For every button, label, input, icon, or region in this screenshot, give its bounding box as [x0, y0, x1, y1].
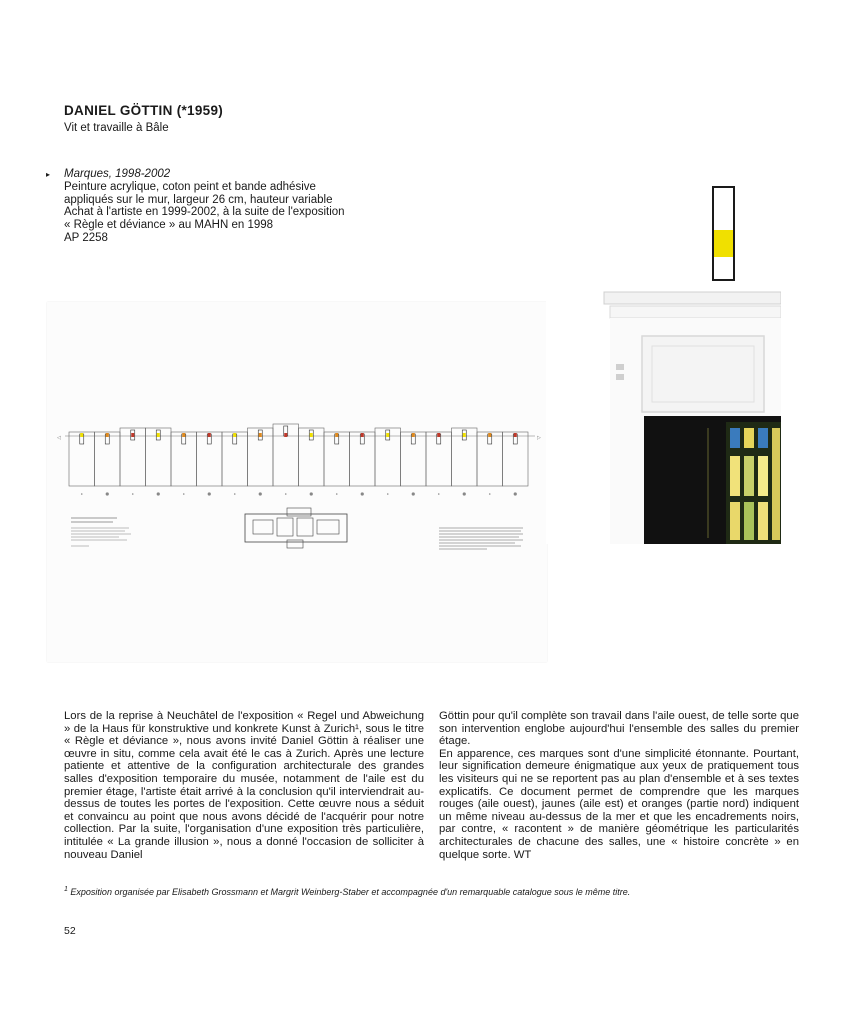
plan-color-mark — [386, 433, 389, 437]
body-paragraph: En apparence, ces marques sont d'une simplicité étonnante. Pourtant, leur signification demeure énigmatique aux yeux de pratiquement tous les visiteurs qui ne se reportent pas au plan d'ensemble et à ses textes explicatifs. Ce document permet de comprendre que les marques rouges (aile ouest), jaunes (aile est) et oranges (partie nord) indiquent un même niveau au-dessus de la mer et que les encadrements noirs, par contre, « racontent » de manière géométrique les particularités architecturales de chacune des salles, une « histoire concrète » en quelque sorte. WT — [439, 747, 799, 861]
artwork-detail: Peinture acrylique, coton peint et bande adhésive — [64, 180, 316, 193]
page-number: 52 — [64, 925, 76, 937]
svg-text:▷: ▷ — [537, 435, 541, 441]
artist-name: DANIEL GÖTTIN (*1959) — [64, 103, 224, 118]
plan-wall-sections — [69, 424, 528, 496]
body-paragraph: Göttin pour qu'il complète son travail dans l'aile ouest, de telle sorte que son intervention englobe aujourd'hui l'ensemble des salles du premier étage. — [439, 710, 799, 748]
plan-door-marker — [336, 493, 338, 495]
plan-color-mark — [488, 433, 491, 437]
artwork-detail: « Règle et déviance » au MAHN en 1998 — [64, 219, 274, 232]
elevation-plan-drawing — [47, 302, 547, 662]
artwork-detail: Achat à l'artiste en 1999-2002, à la suite de l'exposition — [64, 206, 345, 219]
plan-wall-section — [324, 432, 350, 486]
plan-color-mark — [131, 433, 134, 437]
plan-door-marker — [412, 492, 415, 495]
artwork-block — [64, 168, 404, 245]
body-column-left — [64, 710, 424, 861]
plan-door-marker — [132, 493, 134, 495]
footnote-marker: 1 — [64, 886, 68, 893]
plan-door-marker — [259, 492, 262, 495]
plan-door-marker — [361, 492, 364, 495]
doorway-photo-drawing — [546, 288, 781, 544]
plan-door-marker — [106, 492, 109, 495]
plan-door-marker — [208, 492, 211, 495]
plan-wall-section — [426, 432, 452, 486]
artist-residence: Vit et travaille à Bâle — [64, 122, 169, 134]
plan-color-mark — [310, 433, 313, 437]
plan-wall-section — [503, 432, 529, 486]
plan-wall-section — [477, 432, 503, 486]
plan-wall-section — [350, 432, 376, 486]
plan-wall-section — [401, 432, 427, 486]
doorway-photo — [546, 288, 781, 544]
plan-door-marker — [285, 493, 287, 495]
plan-wall-section — [222, 432, 248, 486]
plan-color-mark — [106, 433, 109, 437]
footnote — [64, 886, 630, 897]
yellow-mark — [714, 230, 733, 257]
floor-plan-drawing — [245, 508, 347, 548]
artwork-inventory: AP 2258 — [64, 231, 108, 244]
plan-door-marker — [234, 493, 236, 495]
plan-door-marker — [183, 493, 185, 495]
plan-color-mark — [335, 433, 338, 437]
plan-door-marker — [81, 493, 83, 495]
footnote-text: Exposition organisée par Elisabeth Grossmann et Margrit Weinberg-Staber et accompagnée d'un remarquable catalogue sous le même titre. — [70, 887, 631, 897]
plan-wall-section — [197, 432, 223, 486]
plan-wall-section — [95, 432, 121, 486]
elevation-plan-image — [47, 302, 547, 662]
plan-color-mark — [259, 433, 262, 437]
artwork-detail: appliqués sur le mur, largeur 26 cm, hauteur variable — [64, 193, 333, 206]
artwork-title: Marques, 1998-2002 — [64, 168, 171, 180]
svg-text:◁: ◁ — [57, 435, 61, 441]
bullet-icon: ▸ — [46, 170, 51, 179]
plan-color-mark — [437, 433, 440, 437]
plan-door-marker — [489, 493, 491, 495]
plan-color-mark — [412, 433, 415, 437]
plan-color-mark — [514, 433, 517, 437]
body-paragraph: Lors de la reprise à Neuchâtel de l'exposition « Regel und Abweichung » de la Haus für konstruktive und konkrete Kunst à Zurich¹, sous le titre « Règle et déviance », nous avons invité Daniel Göttin à réaliser une œuvre in situ, comme cela avait été le cas à Zurich. Après une lecture patiente et attentive de la configuration architecturale des grandes salles d'exposition temporaire du musée, notamment de l'aile est du premier étage, l'artiste était arrivé à la conclusion qu'il interviendrait au-dessus de toutes les portes de l'exposition. Cette œuvre nous a séduit et convaincu au point que nous avons décidé de l'acquérir pour notre collection. Par la suite, l'organisation d'une exposition très particulière, intitulée « La grande illusion », nous a donné l'occasion de solliciter à nouveau Daniel — [64, 710, 424, 861]
plan-door-marker — [438, 493, 440, 495]
stripe-artwork-image — [712, 186, 735, 281]
plan-door-marker — [463, 492, 466, 495]
plan-color-mark — [233, 433, 236, 437]
plan-color-mark — [208, 433, 211, 437]
plan-door-marker — [514, 492, 517, 495]
plan-color-mark — [463, 433, 466, 437]
plan-door-marker — [387, 493, 389, 495]
plan-color-mark — [284, 433, 287, 437]
plan-color-mark — [80, 433, 83, 437]
plan-legend-right — [439, 528, 523, 549]
plan-color-mark — [157, 433, 160, 437]
plan-wall-section — [69, 432, 95, 486]
plan-color-mark — [182, 433, 185, 437]
plan-legend-left — [71, 518, 131, 546]
plan-door-marker — [157, 492, 160, 495]
plan-color-mark — [361, 433, 364, 437]
body-column-right — [439, 710, 799, 861]
plan-door-marker — [310, 492, 313, 495]
plan-wall-section — [171, 432, 197, 486]
